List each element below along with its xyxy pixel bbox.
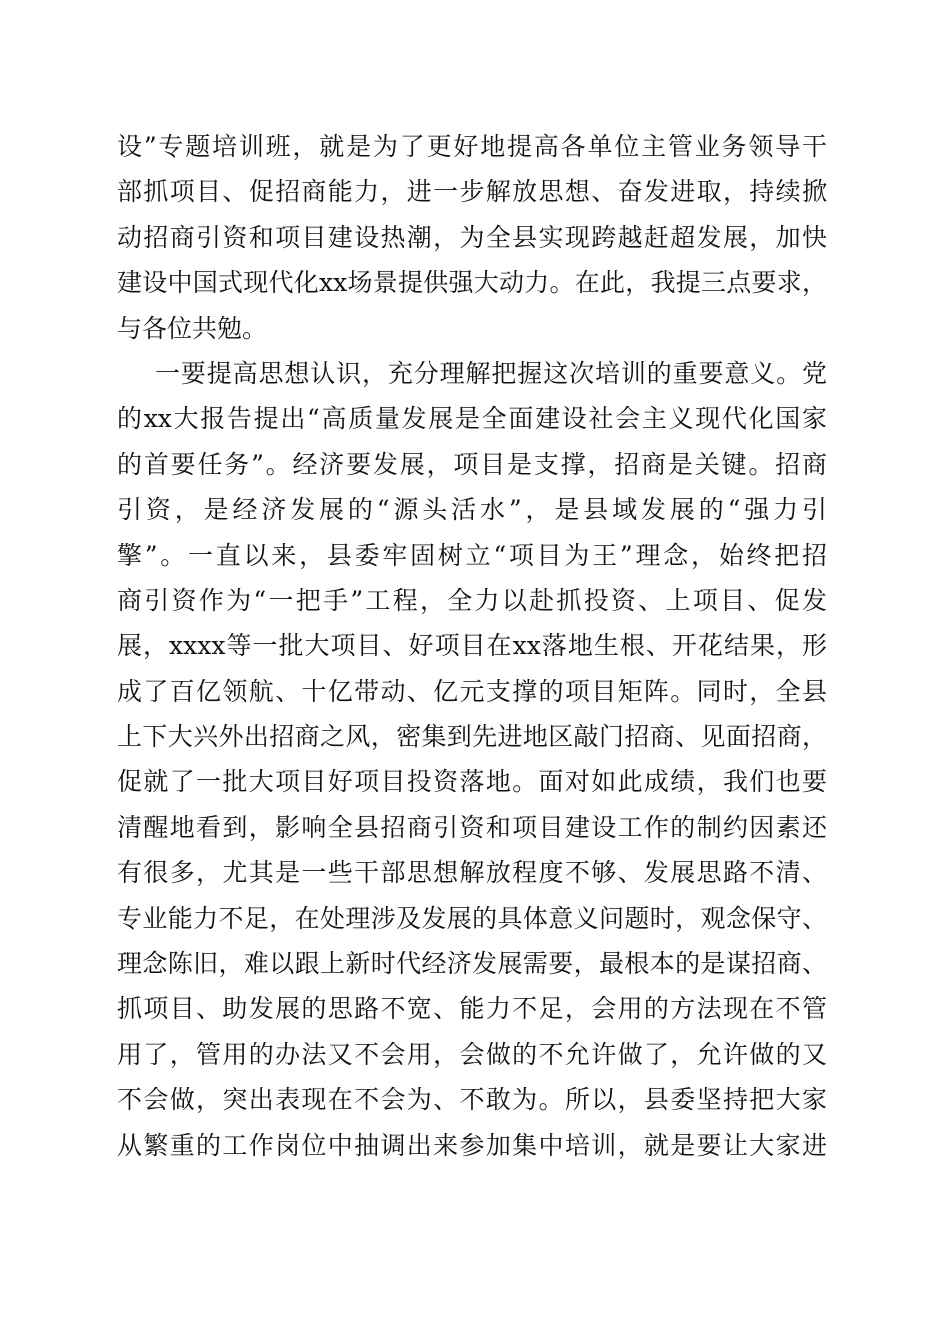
paragraph-line: 展，xxxx等一批大项目、好项目在xx落地生根、开花结果，形 (117, 631, 827, 661)
paragraph-line: 建设中国式现代化xx场景提供强大动力。在此，我提三点要求， (117, 268, 827, 298)
paragraph-line: 动招商引资和项目建设热潮，为全县实现跨越赶超发展，加快 (117, 222, 827, 252)
paragraph-line: 抓项目、助发展的思路不宽、能力不足，会用的方法现在不管 (117, 994, 827, 1024)
paragraph-line: 设”专题培训班，就是为了更好地提高各单位主管业务领导干 (117, 132, 827, 161)
document-body (117, 124, 827, 1168)
paragraph-line: 部抓项目、促招商能力，进一步解放思想、奋发进取，持续掀 (117, 177, 827, 207)
paragraph-2 (117, 351, 827, 1168)
paragraph-line: 擎”。一直以来，县委牢固树立“项目为王”理念，始终把招 (117, 540, 827, 570)
paragraph-line: 专业能力不足，在处理涉及发展的具体意义问题时，观念保守、 (117, 903, 827, 933)
paragraph-line: 不会做，突出表现在不会为、不敢为。所以，县委坚持把大家 (117, 1085, 827, 1115)
paragraph-1 (117, 124, 827, 351)
paragraph-line: 的xx大报告提出“高质量发展是全面建设社会主义现代化国家 (117, 404, 827, 434)
paragraph-line: 与各位共勉。 (117, 313, 268, 343)
paragraph-line: 上下大兴外出招商之风，密集到先进地区敲门招商、见面招商， (117, 722, 827, 752)
paragraph-line: 促就了一批大项目好项目投资落地。面对如此成绩，我们也要 (117, 767, 827, 797)
paragraph-line: 清醒地看到，影响全县招商引资和项目建设工作的制约因素还 (117, 812, 827, 842)
paragraph-line: 成了百亿领航、十亿带动、亿元支撑的项目矩阵。同时，全县 (117, 676, 827, 706)
paragraph-line: 引资，是经济发展的“源头活水”，是县域发展的“强力引 (117, 495, 827, 525)
paragraph-line: 商引资作为“一把手”工程，全力以赴抓投资、上项目、促发 (117, 585, 827, 615)
paragraph-line: 有很多，尤其是一些干部思想解放程度不够、发展思路不清、 (117, 858, 827, 888)
paragraph-line: 用了，管用的办法又不会用，会做的不允许做了，允许做的又 (117, 1039, 827, 1069)
paragraph-line: 的首要任务”。经济要发展，项目是支撑，招商是关键。招商 (117, 449, 827, 479)
paragraph-line: 一要提高思想认识，充分理解把握这次培训的重要意义。党 (155, 358, 827, 388)
paragraph-line: 理念陈旧，难以跟上新时代经济发展需要，最根本的是谋招商、 (117, 949, 827, 979)
paragraph-line: 从繁重的工作岗位中抽调出来参加集中培训，就是要让大家进 (117, 1130, 827, 1160)
